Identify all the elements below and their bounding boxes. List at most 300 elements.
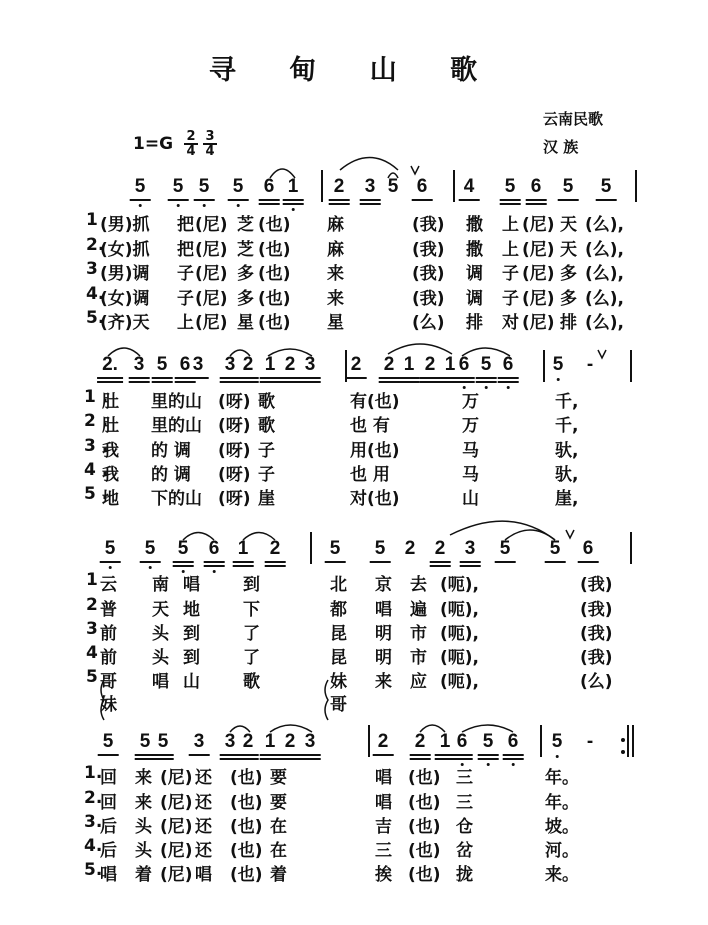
- note-value: 2: [377, 731, 389, 752]
- lyric-syllable: 拢: [456, 865, 473, 885]
- underline-beam: [283, 203, 304, 205]
- underline-beam: [204, 561, 225, 563]
- note: [587, 354, 593, 376]
- underline-beam: [204, 565, 225, 567]
- underline-beam: [503, 754, 524, 756]
- lyric-syllable: 里的山: [151, 392, 202, 412]
- note-value: 2: [269, 538, 281, 559]
- note-value: 5: [499, 538, 511, 559]
- lyric-syllable: 哥: [330, 695, 347, 715]
- underline-beam: [175, 381, 196, 383]
- underline-beam: [360, 203, 381, 205]
- lyric-syllable: 多: [237, 289, 254, 309]
- lyric-syllable: 着: [135, 865, 152, 885]
- lyric-syllable: 多: [237, 264, 254, 284]
- note: [457, 731, 468, 753]
- note: [417, 176, 428, 198]
- bar-line: [453, 170, 455, 202]
- note-value: 6: [456, 731, 468, 752]
- time-sig-top: 2: [186, 129, 196, 144]
- lyric-syllable: 头: [152, 648, 169, 668]
- lyric-syllable: 唱: [375, 768, 392, 788]
- lyric-syllable: 麻: [327, 240, 344, 260]
- note: [483, 731, 494, 753]
- slur: [388, 344, 452, 354]
- note: [225, 731, 236, 753]
- note: [405, 538, 416, 560]
- note-value: 2: [350, 354, 362, 375]
- lyric-syllable: (尼): [522, 289, 555, 309]
- lyric-syllable: 普: [100, 600, 117, 620]
- underline-beam: [420, 377, 441, 379]
- note: [270, 538, 281, 560]
- underline-beam: [300, 754, 321, 756]
- time-sig-bottom: 4: [184, 143, 198, 158]
- note-value: 3: [192, 354, 204, 375]
- note-value: 5: [156, 354, 168, 375]
- note-value: 5: [144, 538, 156, 559]
- note: [178, 538, 189, 560]
- note: [378, 731, 389, 753]
- underline-beam: [238, 758, 259, 760]
- lyric-syllable: 唱: [375, 793, 392, 813]
- underline-beam: [373, 754, 394, 756]
- underline-beam: [153, 754, 174, 756]
- note-value: -: [586, 354, 594, 375]
- lyric-syllable: (我): [580, 624, 613, 644]
- underline-beam: [430, 565, 451, 567]
- lyric-syllable: 挨: [375, 865, 392, 885]
- note-value: 6: [502, 354, 514, 375]
- note: [435, 538, 446, 560]
- note: [481, 354, 492, 376]
- note-value: 2: [242, 354, 254, 375]
- lyric-syllable: 的 调: [151, 465, 191, 485]
- lyric-syllable: (也): [258, 289, 291, 309]
- note-value: 2: [424, 354, 436, 375]
- lyric-syllable: 崖: [258, 489, 275, 509]
- note-value: 5: [177, 538, 189, 559]
- lyric-syllable: (么),: [585, 264, 624, 284]
- lyric-syllable: 后: [100, 841, 117, 861]
- note: [135, 176, 146, 198]
- lyric-syllable: (也): [230, 793, 263, 813]
- underline-beam: [153, 758, 174, 760]
- lyric-syllable: 我: [102, 465, 119, 485]
- underline-beam: [454, 377, 475, 379]
- lyric-syllable: (也): [230, 865, 263, 885]
- verse-number: 4.: [84, 836, 103, 856]
- lyric-syllable: 头: [135, 817, 152, 837]
- note-value: 1: [444, 354, 456, 375]
- lyric-syllable: 在: [270, 841, 287, 861]
- lyric-syllable: 子: [258, 465, 275, 485]
- underline-beam: [228, 199, 249, 201]
- note-value: 1: [264, 731, 276, 752]
- note: [375, 538, 386, 560]
- lyric-syllable: 头: [135, 841, 152, 861]
- lyric-syllable: 还: [195, 768, 212, 788]
- underline-beam: [558, 199, 579, 201]
- lyric-syllable: 唱: [152, 672, 169, 692]
- underline-beam: [360, 199, 381, 201]
- lyric-syllable: (尼): [160, 865, 193, 885]
- note: [531, 176, 542, 198]
- lyric-syllable: 京: [375, 575, 392, 595]
- bar-line: [321, 170, 323, 202]
- slur: [505, 530, 555, 540]
- verse-number: 2 .: [84, 411, 109, 431]
- bar-line: [630, 532, 632, 564]
- note: [305, 731, 316, 753]
- underline-beam: [478, 758, 499, 760]
- lyric-syllable: 后: [100, 817, 117, 837]
- bar-line: [632, 725, 634, 757]
- underline-beam: [97, 381, 123, 383]
- verse-number: 3: [86, 619, 98, 639]
- lyric-syllable: (呀): [218, 441, 251, 461]
- lyric-syllable: 撒: [466, 240, 483, 260]
- lyric-syllable: 地: [183, 600, 200, 620]
- note-value: 6: [582, 538, 594, 559]
- lyric-syllable: 三: [375, 841, 392, 861]
- verse-number: 2: [86, 595, 98, 615]
- lyric-syllable: (也): [408, 768, 441, 788]
- lyric-syllable: 下的山: [151, 489, 202, 509]
- note: [553, 354, 564, 376]
- bar-line: [630, 350, 632, 382]
- lyric-syllable: (呀): [218, 465, 251, 485]
- lyric-syllable: 歌: [258, 392, 275, 412]
- lyric-syllable: (男)抓: [100, 215, 150, 235]
- note-value: 6: [458, 354, 470, 375]
- underline-beam: [460, 561, 481, 563]
- verse-number: 2.: [86, 235, 105, 255]
- underline-beam: [500, 203, 521, 205]
- verse-number: 4 .: [84, 460, 109, 480]
- note: [334, 176, 345, 198]
- lyric-syllable: 多: [560, 264, 577, 284]
- note: [194, 731, 205, 753]
- note: [305, 354, 316, 376]
- lyric-syllable: 肚: [102, 392, 119, 412]
- lyric-syllable: 了: [243, 648, 260, 668]
- lyric-syllable: 河。: [545, 841, 579, 861]
- note-value: 3: [304, 731, 316, 752]
- underline-beam: [233, 565, 254, 567]
- lyric-syllable: 对: [502, 313, 519, 333]
- underline-beam: [370, 561, 391, 563]
- underline-beam: [500, 199, 521, 201]
- lyric-syllable: (我): [580, 600, 613, 620]
- lyric-syllable: 排: [466, 313, 483, 333]
- note-value: 6: [179, 354, 191, 375]
- lyric-syllable: 地: [102, 489, 119, 509]
- note-value: 3: [133, 354, 145, 375]
- verse-number: 3.: [84, 812, 103, 832]
- underline-beam: [238, 754, 259, 756]
- lyric-syllable: (也): [258, 240, 291, 260]
- underline-beam: [578, 561, 599, 563]
- lyric-syllable: 对(也): [350, 489, 400, 509]
- lyric-syllable: 三: [456, 793, 473, 813]
- note: [238, 538, 249, 560]
- underline-beam: [452, 758, 473, 760]
- verse-number: 5.: [84, 860, 103, 880]
- note-value: 5: [600, 176, 612, 197]
- lyric-syllable: 市: [410, 648, 427, 668]
- lyric-syllable: (也): [258, 215, 291, 235]
- underline-beam: [280, 381, 301, 383]
- underline-beam: [596, 199, 617, 201]
- lyric-syllable: 千,: [555, 416, 579, 436]
- lyric-syllable: (我): [412, 240, 445, 260]
- lyric-syllable: (女)抓: [100, 240, 150, 260]
- note-value: 1: [264, 354, 276, 375]
- note: [209, 538, 220, 560]
- note: [351, 354, 362, 376]
- note: [384, 354, 395, 376]
- lyric-syllable: (呀): [218, 416, 251, 436]
- underline-beam: [478, 754, 499, 756]
- lyric-syllable: 山: [462, 489, 479, 509]
- underline-beam: [399, 381, 420, 383]
- lyric-syllable: 驮,: [555, 441, 579, 461]
- lyric-syllable: 来: [375, 672, 392, 692]
- note: [425, 354, 436, 376]
- lyric-syllable: 上: [502, 240, 519, 260]
- note: [365, 176, 376, 198]
- note-value: 2: [284, 731, 296, 752]
- underline-beam: [140, 561, 161, 563]
- lyric-syllable: 应: [410, 672, 427, 692]
- note: [503, 354, 514, 376]
- lyric-syllable: 里的山: [151, 416, 202, 436]
- underline-beam: [173, 565, 194, 567]
- lyric-syllable: (尼): [195, 240, 228, 260]
- verse-number: 5: [86, 667, 98, 687]
- note-value: 5: [134, 176, 146, 197]
- note-value: 3: [224, 731, 236, 752]
- lyric-syllable: (呃),: [440, 624, 479, 644]
- lyric-syllable: 云: [100, 575, 117, 595]
- underline-beam: [410, 754, 431, 756]
- lyric-syllable: 遍: [410, 600, 427, 620]
- lyric-syllable: 下: [243, 600, 260, 620]
- lyric-syllable: 山: [183, 672, 200, 692]
- lyric-syllable: (尼): [195, 313, 228, 333]
- note: [233, 176, 244, 198]
- note: [199, 176, 210, 198]
- underline-beam: [100, 561, 121, 563]
- lyric-syllable: (我): [412, 289, 445, 309]
- note-value: 2.: [102, 354, 118, 375]
- underline-beam: [280, 377, 301, 379]
- underline-beam: [300, 758, 321, 760]
- underline-beam: [420, 381, 441, 383]
- note-value: 2: [404, 538, 416, 559]
- lyric-syllable: 年。: [545, 768, 579, 788]
- lyric-syllable: 上: [502, 215, 519, 235]
- note: [505, 176, 516, 198]
- note-value: 1: [237, 538, 249, 559]
- lyric-syllable: (也): [230, 841, 263, 861]
- note-value: 5: [552, 354, 564, 375]
- underline-beam: [260, 754, 281, 756]
- note-value: 3: [364, 176, 376, 197]
- note-value: -: [586, 731, 594, 752]
- note-value: 5: [139, 731, 151, 752]
- note: [404, 354, 415, 376]
- lyric-syllable: (也): [230, 768, 263, 788]
- note: [180, 354, 191, 376]
- lyric-syllable: (尼): [195, 264, 228, 284]
- note: [134, 354, 145, 376]
- repeat-dot: [621, 750, 625, 754]
- lyric-syllable: 天: [152, 600, 169, 620]
- note: [193, 354, 204, 376]
- underline-beam: [498, 381, 519, 383]
- lyric-syllable: (齐)天: [100, 313, 150, 333]
- lyric-syllable: 万: [462, 416, 479, 436]
- lyric-syllable: 肚: [102, 416, 119, 436]
- note-value: 5: [157, 731, 169, 752]
- song-origin: 云南民歌: [543, 110, 604, 128]
- note-value: 2: [383, 354, 395, 375]
- lyric-syllable: 明: [375, 624, 392, 644]
- underline-beam: [265, 561, 286, 563]
- underline-beam: [152, 381, 173, 383]
- lyric-syllable: (尼): [160, 793, 193, 813]
- note: [285, 354, 296, 376]
- note: [508, 731, 519, 753]
- lyric-syllable: 来: [327, 289, 344, 309]
- lyric-syllable: 子: [177, 264, 194, 284]
- lyric-syllable: (么),: [585, 313, 624, 333]
- lyric-syllable: (也): [258, 264, 291, 284]
- lyric-syllable: (呃),: [440, 672, 479, 692]
- note: [157, 354, 168, 376]
- note-value: 5: [172, 176, 184, 197]
- lyric-syllable: 昆: [330, 648, 347, 668]
- underline-beam: [412, 199, 433, 201]
- note-value: 6: [208, 538, 220, 559]
- bar-line: [635, 170, 637, 202]
- note-value: 5: [551, 731, 563, 752]
- lyric-syllable: 撒: [466, 215, 483, 235]
- note: [145, 538, 156, 560]
- lyric-syllable: 明: [375, 648, 392, 668]
- lyric-syllable: 在: [270, 817, 287, 837]
- verse-number: 4.: [86, 284, 105, 304]
- note: [583, 538, 594, 560]
- underline-beam: [526, 203, 547, 205]
- underline-beam: [238, 377, 259, 379]
- lyric-syllable: 回: [100, 768, 117, 788]
- lyric-syllable: 调: [466, 264, 483, 284]
- lyric-syllable: 唱: [100, 865, 117, 885]
- lyric-syllable: 了: [243, 624, 260, 644]
- note: [243, 354, 254, 376]
- lyric-syllable: 用(也): [350, 441, 400, 461]
- underline-beam: [399, 377, 420, 379]
- lyric-syllable: 天: [560, 240, 577, 260]
- lyric-syllable: (也): [408, 817, 441, 837]
- note-value: 5: [504, 176, 516, 197]
- lyric-syllable: (尼): [522, 264, 555, 284]
- underline-beam: [130, 199, 151, 201]
- lyric-syllable: 星: [237, 313, 254, 333]
- note: [440, 731, 451, 753]
- underline-beam: [452, 754, 473, 756]
- verse-number: 4: [86, 643, 98, 663]
- lyric-syllable: (也): [230, 817, 263, 837]
- lyric-syllable: 崖,: [555, 489, 579, 509]
- underline-beam: [325, 561, 346, 563]
- note-value: 6: [507, 731, 519, 752]
- note: [225, 354, 236, 376]
- bar-line: [543, 350, 545, 382]
- note: [105, 538, 116, 560]
- lyric-syllable: (尼): [522, 215, 555, 235]
- lyric-syllable: 还: [195, 841, 212, 861]
- lyric-syllable: 千,: [555, 392, 579, 412]
- lyric-syllable: 上: [177, 313, 194, 333]
- lyric-syllable: 北: [330, 575, 347, 595]
- lyric-syllable: (尼): [160, 841, 193, 861]
- note-value: 2: [284, 354, 296, 375]
- bar-line: [345, 350, 347, 382]
- note-value: 5: [562, 176, 574, 197]
- lyric-syllable: (尼): [195, 289, 228, 309]
- lyric-syllable: 南: [152, 575, 169, 595]
- lyric-syllable: 万: [462, 392, 479, 412]
- underline-beam: [503, 758, 524, 760]
- song-title: 寻 甸 山 歌: [208, 55, 500, 86]
- lyric-syllable: (尼): [195, 215, 228, 235]
- lyric-syllable: 唱: [375, 600, 392, 620]
- lyric-syllable: (我): [580, 575, 613, 595]
- underline-beam: [283, 199, 304, 201]
- lyric-syllable: 子: [502, 264, 519, 284]
- lyric-syllable: (也): [408, 865, 441, 885]
- lyric-syllable: (我): [412, 264, 445, 284]
- underline-beam: [260, 758, 281, 760]
- lyric-syllable: 星: [327, 313, 344, 333]
- verse-number: 1 .: [84, 387, 109, 407]
- underline-beam: [329, 199, 350, 201]
- lyric-syllable: 到: [243, 575, 260, 595]
- lyric-syllable: 唱: [183, 575, 200, 595]
- underline-beam: [194, 199, 215, 201]
- lyric-syllable: (我): [412, 215, 445, 235]
- lyric-syllable: 也 有: [350, 416, 390, 436]
- note: [265, 731, 276, 753]
- underline-beam: [498, 377, 519, 379]
- note-value: 5: [387, 176, 399, 197]
- note: [140, 731, 151, 753]
- lyric-syllable: 排: [560, 313, 577, 333]
- lyric-syllable: (尼): [522, 240, 555, 260]
- underline-beam: [265, 565, 286, 567]
- breath-mark: [598, 350, 606, 358]
- note: [265, 354, 276, 376]
- lyric-syllable: 歌: [258, 416, 275, 436]
- lyric-syllable: 年。: [545, 793, 579, 813]
- breath-mark: [566, 530, 574, 538]
- note-value: 2: [434, 538, 446, 559]
- note: [601, 176, 612, 198]
